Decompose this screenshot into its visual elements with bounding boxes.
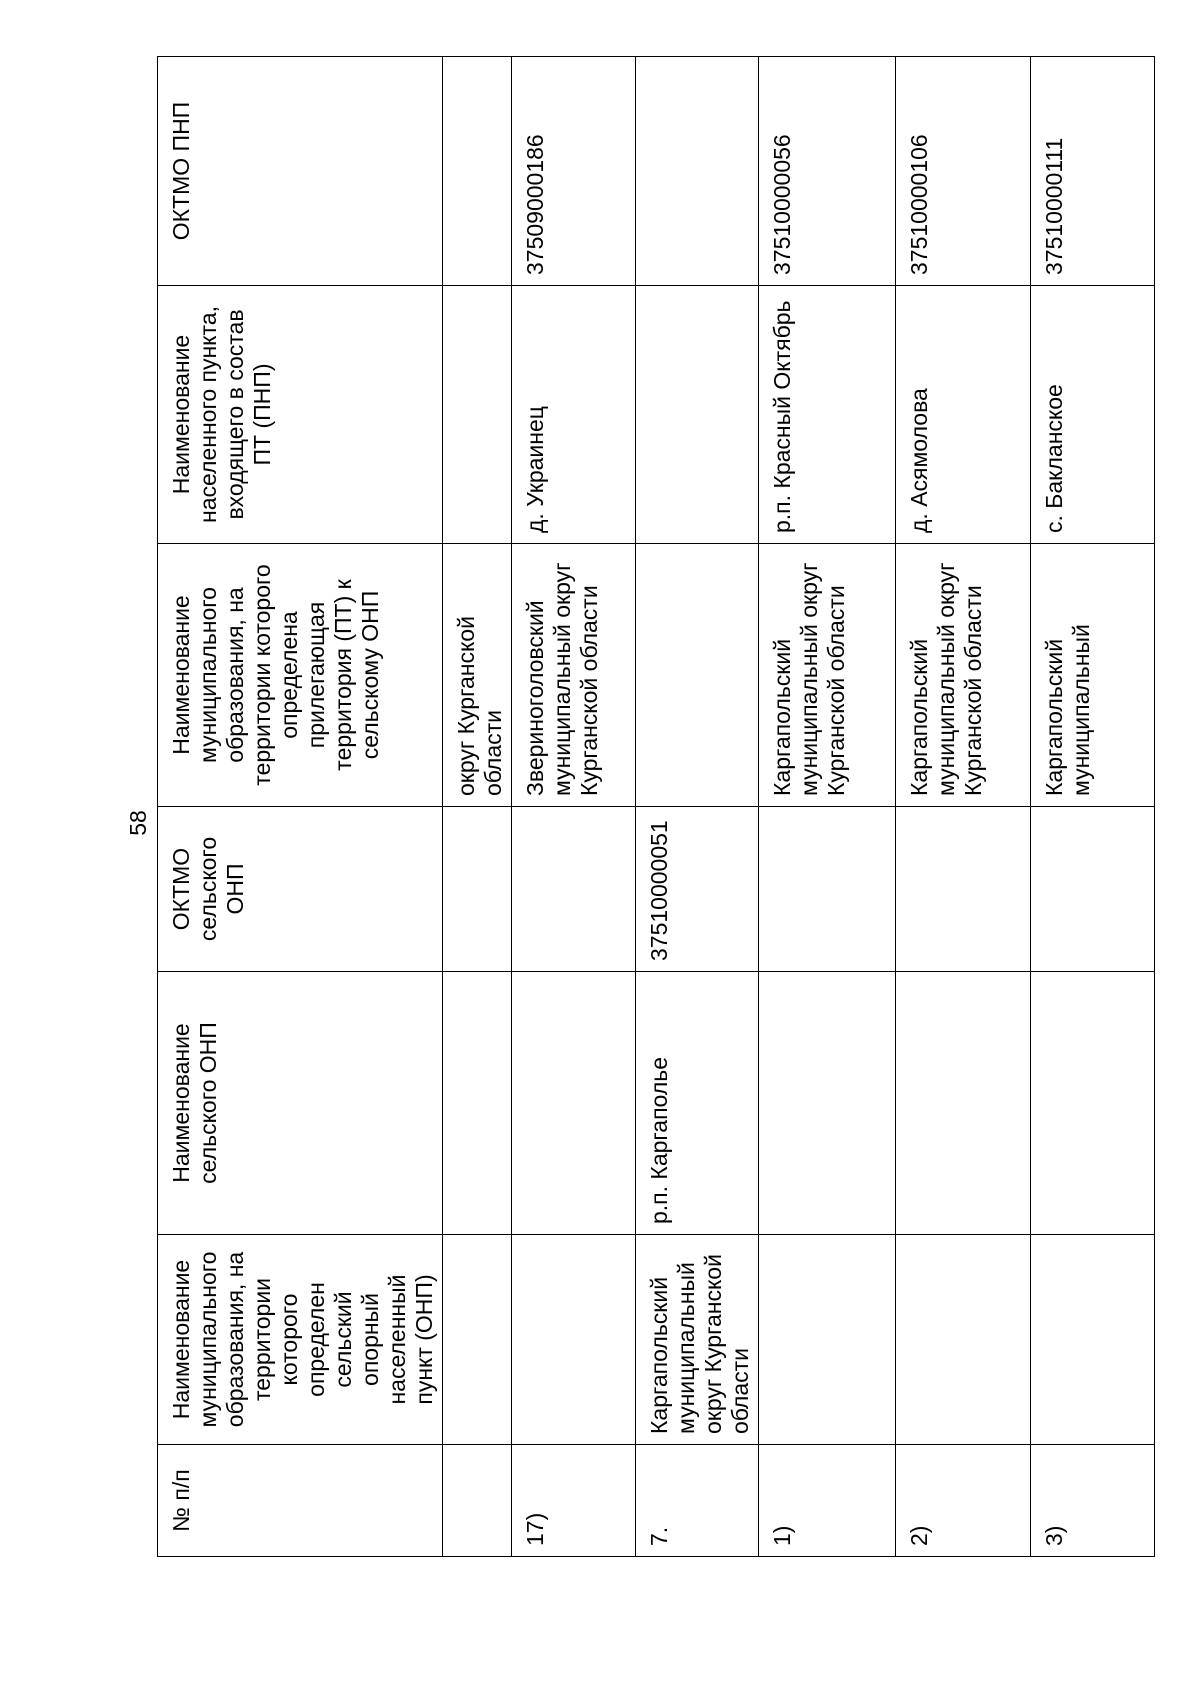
cell-onp-oktmo (443, 807, 512, 972)
table-row (759, 57, 896, 1557)
cell-num: 7. (636, 1445, 759, 1557)
cell-num: 1) (759, 1445, 896, 1557)
cell-pnp-oktmo: 37510000056 (759, 57, 896, 286)
cell-pnp-oktmo (636, 57, 759, 286)
cell-onp-name (512, 972, 636, 1235)
cell-onp-name: р.п. Каргаполье (636, 972, 759, 1235)
header-pnp-oktmo: ОКТМО ПНП (158, 57, 443, 286)
cell-mo-onp (1031, 1235, 1155, 1445)
cell-mo-pt: Звериноголовский муниципальный округ Курганской области (512, 544, 636, 807)
cell-onp-oktmo (1031, 807, 1155, 972)
header-mo-pt: Наименование муниципального образования, на территории которого определена прилегающая территория (ПТ) к сельскому ОНП (158, 544, 443, 807)
table-row (443, 57, 512, 1557)
cell-onp-name (896, 972, 1031, 1235)
page-number: 58 (125, 810, 151, 836)
header-onp-oktmo: ОКТМО сельского ОНП (158, 807, 443, 972)
cell-num: 3) (1031, 1445, 1155, 1557)
cell-pnp-oktmo: 37509000186 (512, 57, 636, 286)
cell-num: 2) (896, 1445, 1031, 1557)
cell-pnp-oktmo: 37510000106 (896, 57, 1031, 286)
cell-mo-pt: Каргапольский муниципальный округ Курганской области (896, 544, 1031, 807)
cell-pnp-name: д. Асямолова (896, 286, 1031, 544)
cell-num: 17) (512, 1445, 636, 1557)
cell-onp-oktmo (896, 807, 1031, 972)
cell-pnp-name: д. Украинец (512, 286, 636, 544)
cell-num (443, 1445, 512, 1557)
cell-mo-pt: Каргапольский муниципальный (1031, 544, 1155, 807)
header-mo-onp: Наименование муниципального образования, на территории которого определен сельский опорный населенный пункт (ОНП) (158, 1235, 443, 1445)
cell-onp-oktmo (759, 807, 896, 972)
cell-mo-onp (896, 1235, 1031, 1445)
cell-pnp-name: с. Бакланское (1031, 286, 1155, 544)
settlements-table (157, 56, 1155, 1557)
cell-mo-onp: Каргапольский муниципальный округ Курганской области (636, 1235, 759, 1445)
header-onp-name: Наименование сельского ОНП (158, 972, 443, 1235)
cell-pnp-oktmo: 37510000111 (1031, 57, 1155, 286)
cell-mo-onp (759, 1235, 896, 1445)
cell-mo-onp (512, 1235, 636, 1445)
table-row (512, 57, 636, 1557)
cell-onp-oktmo (512, 807, 636, 972)
cell-onp-name (759, 972, 896, 1235)
rotated-table-container (157, 57, 1125, 1557)
cell-pnp-name: р.п. Красный Октябрь (759, 286, 896, 544)
table-row (1031, 57, 1155, 1557)
cell-mo-pt: округ Курганской области (443, 544, 512, 807)
header-pnp-name: Наименование населенного пункта, входящего в состав ПТ (ПНП) (158, 286, 443, 544)
cell-pnp-name (443, 286, 512, 544)
cell-pnp-oktmo (443, 57, 512, 286)
table-row (636, 57, 759, 1557)
table-row (896, 57, 1031, 1557)
cell-mo-pt (636, 544, 759, 807)
cell-onp-name (443, 972, 512, 1235)
cell-mo-onp (443, 1235, 512, 1445)
cell-onp-name (1031, 972, 1155, 1235)
header-row (158, 57, 443, 1557)
cell-pnp-name (636, 286, 759, 544)
cell-mo-pt: Каргапольский муниципальный округ Курганской области (759, 544, 896, 807)
header-num: № п/п (158, 1445, 443, 1557)
cell-onp-oktmo: 37510000051 (636, 807, 759, 972)
